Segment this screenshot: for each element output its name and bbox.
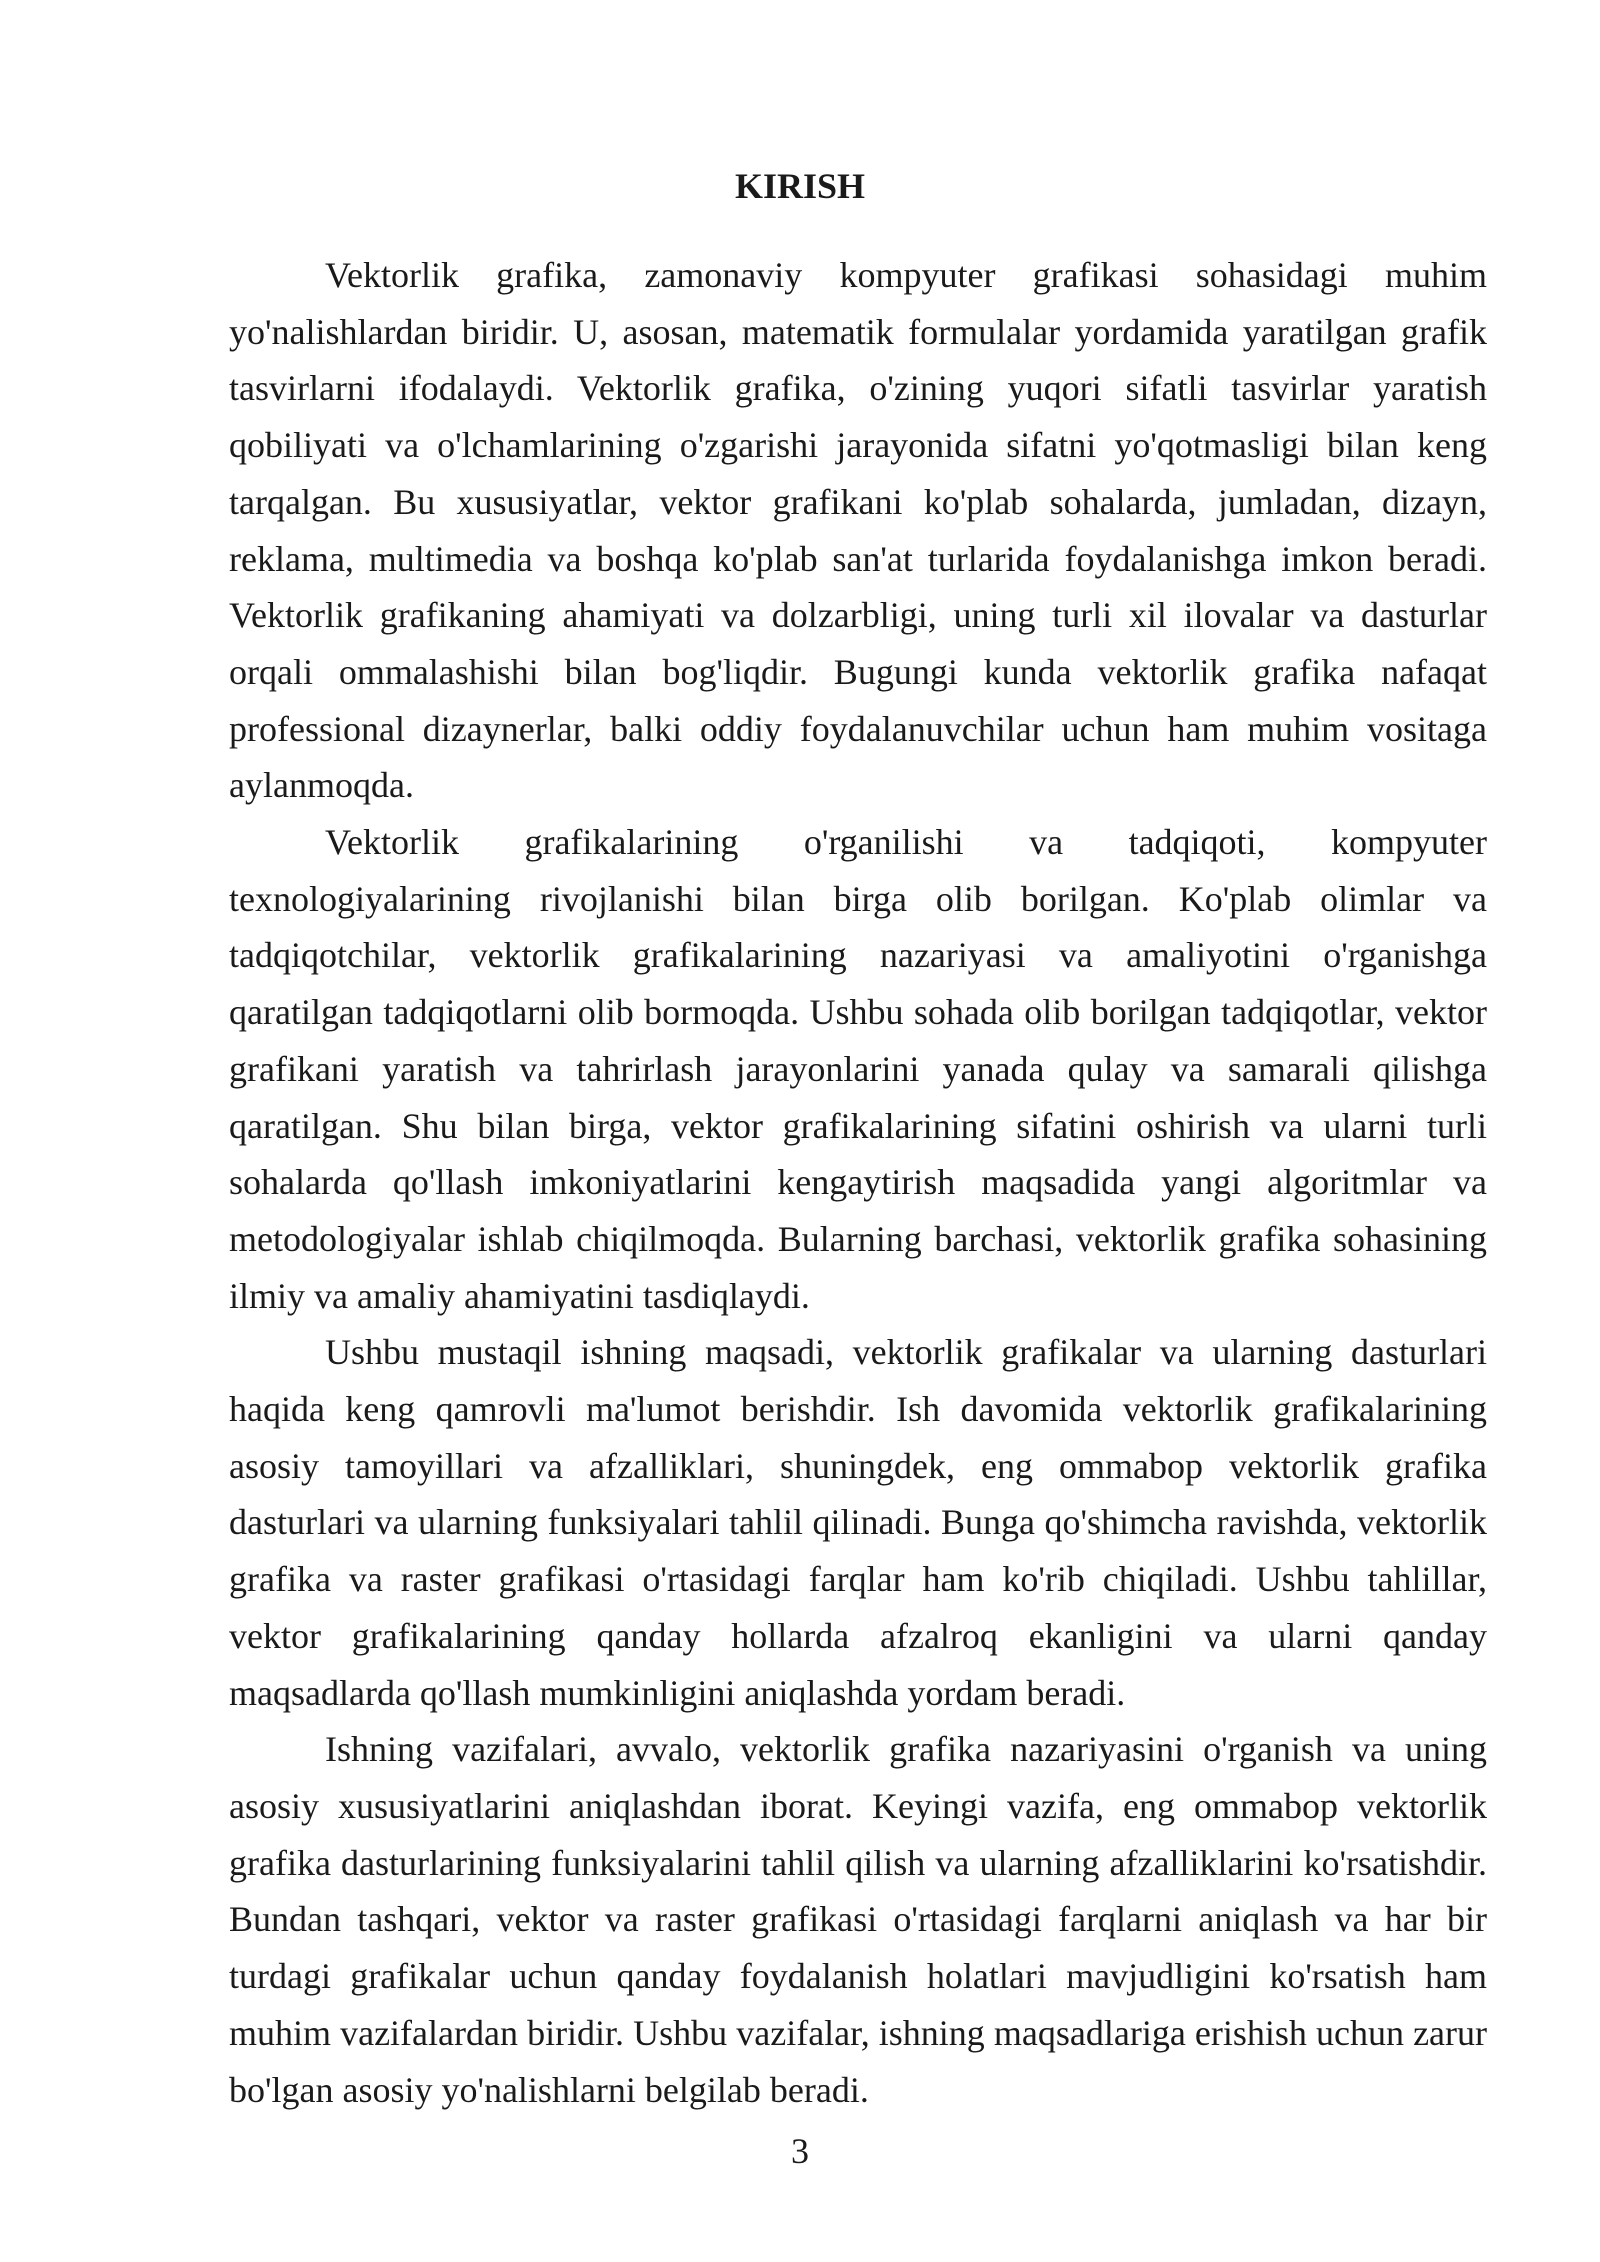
paragraph-4: Ishning vazifalari, avvalo, vektorlik grafika nazariyasini o'rganish va uning asosiy xususiyatlarini aniqlashdan iborat. Keyingi vazifa, eng ommabop vektorlik grafika dasturlarining funksiyalarini tahlil qilish va ularning afzalliklarini ko'rsatishdir. Bundan tashqari, vektor va raster grafikasi o'rtasidagi farqlarni aniqlash va har bir turdagi grafikalar uchun qanday foydalanish holatlari mavjudligini ko'rsatish ham muhim vazifalardan biridir. Ushbu vazifalar, ishning maqsadlariga erishish uchun zarur bo'lgan asosiy yo'nalishlarni belgilab beradi. — [229, 1729, 1487, 2110]
page-number: 3 — [791, 2131, 809, 2171]
paragraph-2: Vektorlik grafikalarining o'rganilishi va tadqiqoti, kompyuter texnologiyalarining rivojlanishi bilan birga olib borilgan. Ko'plab olimlar va tadqiqotchilar, vektorlik grafikalarining nazariyasi va amaliyotini o'rganishga qaratilgan tadqiqotlarni olib bormoqda. Ushbu sohada olib borilgan tadqiqotlar, vektor grafikani yaratish va tahrirlash jarayonlarini yanada qulay va samarali qilishga qaratilgan. Shu bilan birga, vektor grafikalarining sifatini oshirish va ularni turli sohalarda qo'llash imkoniyatlarini kengaytirish maqsadida yangi algoritmlar va metodologiyalar ishlab chiqilmoqda. Bularning barchasi, vektorlik grafika sohasining ilmiy va amaliy ahamiyatini tasdiqlaydi. — [229, 822, 1487, 1316]
page-title: KIRISH — [734, 166, 866, 206]
body-text — [229, 247, 1487, 2118]
paragraph-3: Ushbu mustaqil ishning maqsadi, vektorlik grafikalar va ularning dasturlari haqida keng qamrovli ma'lumot berishdir. Ish davomida vektorlik grafikalarining asosiy tamoyillari va afzalliklari, shuningdek, eng ommabop vektorlik grafika dasturlari va ularning funksiyalari tahlil qilinadi. Bunga qo'shimcha ravishda, vektorlik grafika va raster grafikasi o'rtasidagi farqlar ham ko'rib chiqiladi. Ushbu tahlillar, vektor grafikalarining qanday hollarda afzalroq ekanligini va ularni qanday maqsadlarda qo'llash mumkinligini aniqlashda yordam beradi. — [229, 1332, 1487, 1713]
paragraph-1: Vektorlik grafika, zamonaviy kompyuter grafikasi sohasidagi muhim yo'nalishlardan biridir. U, asosan, matematik formulalar yordamida yaratilgan grafik tasvirlarni ifodalaydi. Vektorlik grafika, o'zining yuqori sifatli tasvirlar yaratish qobiliyati va o'lchamlarining o'zgarishi jarayonida sifatni yo'qotmasligi bilan keng tarqalgan. Bu xususiyatlar, vektor grafikani ko'plab sohalarda, jumladan, dizayn, reklama, multimedia va boshqa ko'plab san'at turlarida foydalanishga imkon beradi. Vektorlik grafikaning ahamiyati va dolzarbligi, uning turli xil ilovalar va dasturlar orqali ommalashishi bilan bog'liqdir. Bugungi kunda vektorlik grafika nafaqat professional dizaynerlar, balki oddiy foydalanuvchilar uchun ham muhim vositaga aylanmoqda. — [229, 255, 1487, 806]
